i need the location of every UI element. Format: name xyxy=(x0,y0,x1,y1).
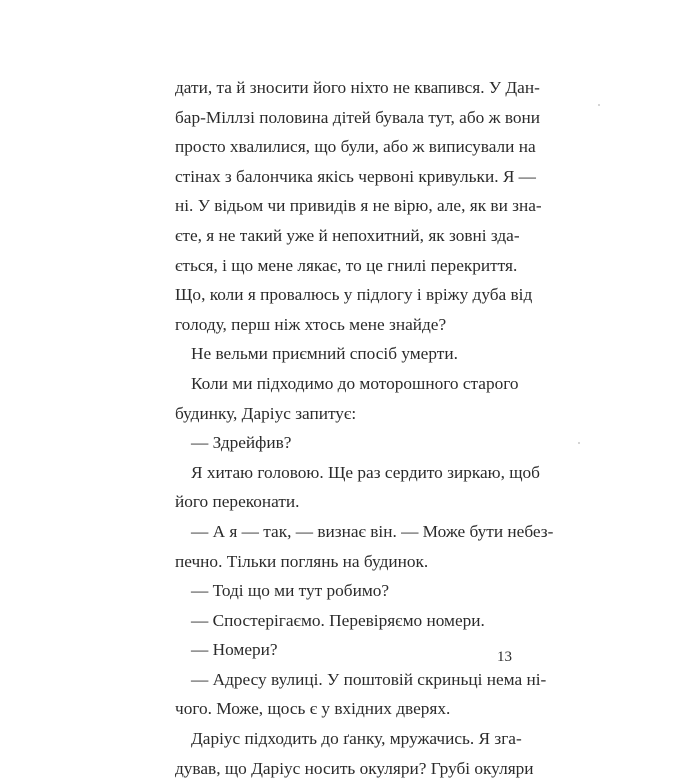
text-line: стінах з балончика якісь червоні кривульки. Я — xyxy=(175,166,536,186)
text-line: печно. Тільки поглянь на будинок. xyxy=(175,551,429,571)
text-line: просто хвалилися, що були, або ж виписували на xyxy=(175,137,536,157)
text-line: його переконати. xyxy=(175,492,300,512)
text-line: Коли ми підходимо до моторошного старого xyxy=(191,373,519,393)
text-line: дував, що Даріус носить окуляри? Грубі окуляри xyxy=(175,758,534,778)
scan-speck xyxy=(598,104,600,106)
text-line: Я хитаю головою. Ще раз сердито зиркаю, щоб xyxy=(191,462,540,482)
text-line: — Номери? xyxy=(191,640,278,660)
text-line: — Здрейфив? xyxy=(191,433,292,453)
text-line: Не вельми приємний спосіб умерти. xyxy=(191,344,458,364)
text-line: голоду, перш ніж хтось мене знайде? xyxy=(175,314,447,334)
text-line: ні. У відьом чи привидів я не вірю, але, як ви зна- xyxy=(175,196,542,216)
text-line: — Тоді що ми тут робимо? xyxy=(191,581,390,601)
text-line: дати, та й зносити його ніхто не квапився. У Дан- xyxy=(175,78,540,97)
text-line: єте, я не такий уже й непохитний, як зовні зда- xyxy=(175,225,520,245)
text-line: Що, коли я провалюсь у підлогу і вріжу дуба від xyxy=(175,285,533,305)
text-line: — Адресу вулиці. У поштовій скриньці нема ні- xyxy=(191,669,547,689)
scan-speck xyxy=(578,442,580,444)
text-line: чого. Може, щось є у вхідних дверях. xyxy=(175,699,451,719)
text-line: Даріус підходить до ґанку, мружачись. Я зга- xyxy=(191,729,522,749)
text-line: бар-Міллзі половина дітей бувала тут, або ж вони xyxy=(175,107,541,127)
text-line: будинку, Даріус запитує: xyxy=(175,403,357,423)
body-text xyxy=(175,73,554,783)
text-line: — А я — так, — визнає він. — Може бути небез- xyxy=(191,521,554,541)
text-line: ється, і що мене лякає, то це гнилі перекриття. xyxy=(175,255,518,275)
page-number: 13 xyxy=(497,649,512,665)
text-line: — Спостерігаємо. Перевіряємо номери. xyxy=(191,610,485,630)
